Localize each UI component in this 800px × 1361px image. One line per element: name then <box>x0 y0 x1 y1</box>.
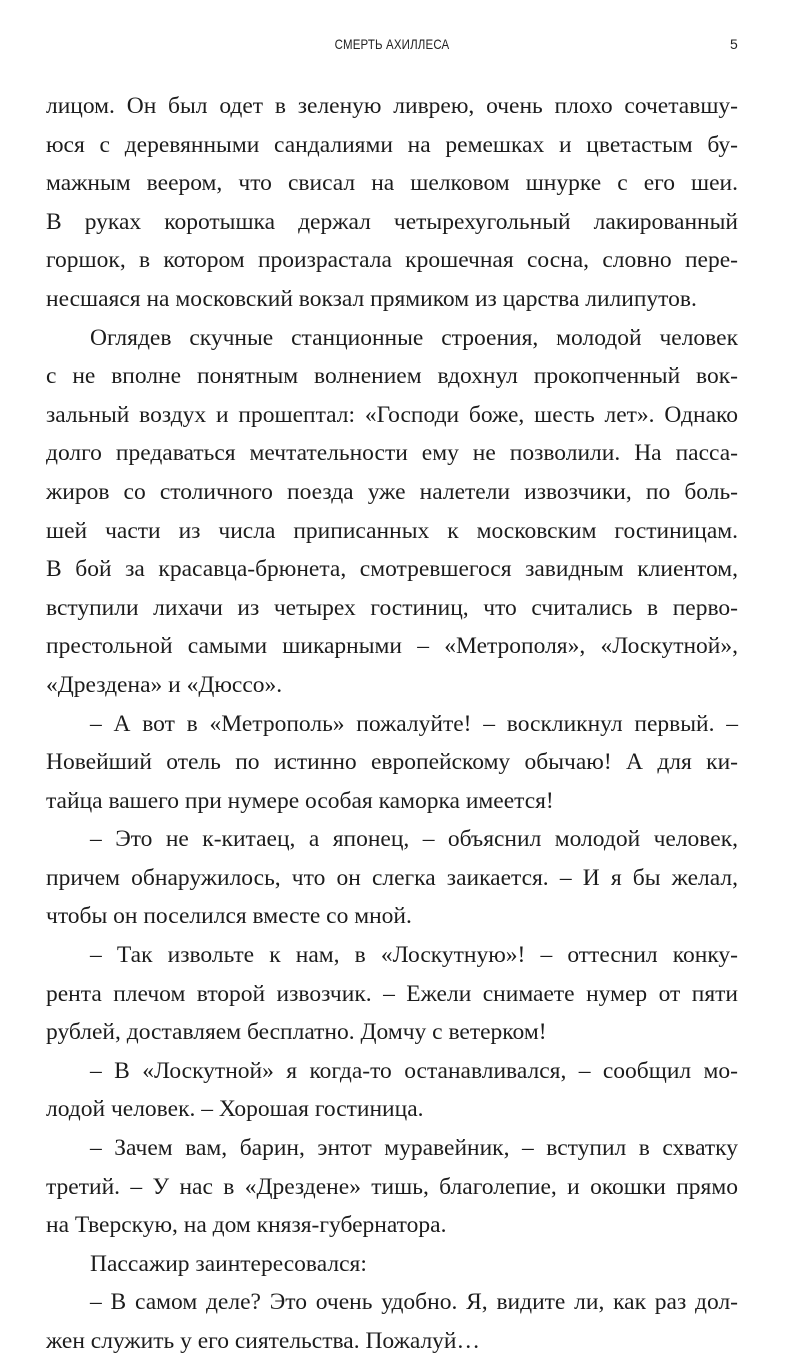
text-line: с не вполне понятным волнением вдохнул прокопченный вок- <box>46 363 738 390</box>
page-number: 5 <box>730 36 738 52</box>
text-line: чтобы он поселился вместе со мной. <box>46 903 412 930</box>
text-line: жиров со столичного поезда уже налетели извозчики, по боль- <box>46 478 738 505</box>
text-line: В бой за красавца-брюнета, смотревшегося завидным клиентом, <box>46 556 738 583</box>
text-line: рублей, доставляем бесплатно. Домчу с ветерком! <box>46 1019 547 1046</box>
text-line: рента плечом второй извозчик. – Ежели снимаете нумер от пяти <box>46 980 738 1007</box>
text-line: Новейший отель по истинно европейскому обычаю! А для ки- <box>46 749 738 776</box>
text-line: престольной самыми шикарными – «Метрополя», «Лоскутной», <box>46 633 738 660</box>
text-line: на Тверскую, на дом князя-губернатора. <box>46 1212 447 1239</box>
text-line: – Это не к-китаец, а японец, – объяснил молодой человек, <box>90 826 738 853</box>
text-line: – В «Лоскутной» я когда-то останавливался, – сообщил мо- <box>90 1057 738 1084</box>
text-line: причем обнаружилось, что он слегка заикается. – И я бы желал, <box>46 864 738 891</box>
text-line: – В самом деле? Это очень удобно. Я, видите ли, как раз дол- <box>90 1289 738 1316</box>
page-body <box>46 87 738 1361</box>
text-line: горшок, в котором произрастала крошечная сосна, словно пере- <box>46 247 738 274</box>
book-title: СМЕРТЬ АХИЛЛЕСА <box>334 36 450 52</box>
text-line: «Дрездена» и «Дюссо». <box>46 671 283 698</box>
text-line: лицом. Он был одет в зеленую ливрею, очень плохо сочетавшу- <box>46 93 738 119</box>
text-line: – Зачем вам, барин, энтот муравейник, – вступил в схватку <box>90 1135 738 1162</box>
text-line: тайца вашего при нумере особая каморка имеется! <box>46 787 554 814</box>
text-line: шей части из числа приписанных к московским гостиницам. <box>46 517 738 544</box>
text-line: зальный воздух и прошептал: «Господи боже, шесть лет». Однако <box>46 401 738 428</box>
text-line: лодой человек. – Хорошая гостиница. <box>46 1096 424 1123</box>
running-header <box>46 36 738 60</box>
text-line: несшаяся на московский вокзал прямиком из царства лилипутов. <box>46 285 697 312</box>
text-line: жен служить у его сиятельства. Пожалуй… <box>46 1328 481 1354</box>
text-line: Оглядев скучные станционные строения, молодой человек <box>90 324 738 351</box>
text-line: – А вот в «Метрополь» пожалуйте! – воскликнул первый. – <box>90 710 738 737</box>
text-line: – Так извольте к нам, в «Лоскутную»! – оттеснил конку- <box>90 942 738 969</box>
text-line: Пассажир заинтересовался: <box>90 1250 367 1277</box>
text-line: вступили лихачи из четырех гостиниц, что считались в перво- <box>46 594 738 621</box>
text-line: мажным веером, что свисал на шелковом шнурке с его шеи. <box>46 170 738 197</box>
text-line: юся с деревянными сандалиями на ремешках и цветастым бу- <box>46 131 738 158</box>
text-line: третий. – У нас в «Дрездене» тишь, благолепие, и окошки прямо <box>46 1173 738 1200</box>
text-line: долго предаваться мечтательности ему не позволили. На пасса- <box>46 440 738 467</box>
text-line: В руках коротышка держал четырехугольный лакированный <box>46 208 738 235</box>
